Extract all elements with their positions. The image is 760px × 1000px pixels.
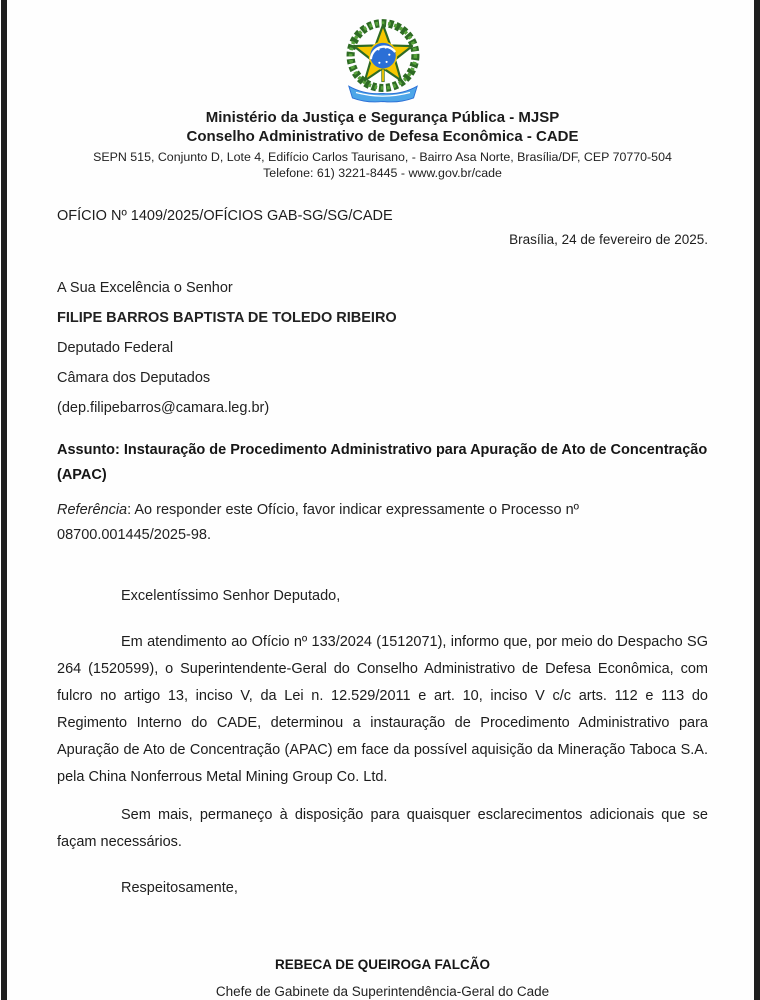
brazil-coat-of-arms-icon (327, 16, 439, 106)
council-name: Conselho Administrativo de Defesa Econômica - CADE (186, 128, 579, 145)
greeting: Excelentíssimo Senhor Deputado, (121, 588, 341, 604)
recipient-name: FILIPE BARROS BAPTISTA DE TOLEDO RIBEIRO (57, 310, 397, 326)
recipient-block (57, 273, 708, 423)
date-line: Brasília, 24 de fevereiro de 2025. (509, 232, 708, 247)
reference-text: : Ao responder este Ofício, favor indicar expressamente o Processo nº 08700.001445/2025-98. (57, 502, 579, 543)
reference-label: Referência (57, 502, 128, 518)
recipient-title: Deputado Federal (57, 340, 174, 356)
letterhead-emblem (57, 16, 708, 106)
body-paragraph-2: Sem mais, permaneço à disposição para quaisquer esclarecimentos adicionais que se façam necessários. (57, 807, 708, 850)
signature-block (57, 956, 708, 999)
letterhead-address: SEPN 515, Conjunto D, Lote 4, Edifício Carlos Taurisano, - Bairro Asa Norte, Brasília/DF, CEP 70770-504 (93, 150, 672, 164)
ministry-name: Ministério da Justiça e Segurança Pública - MJSP (205, 109, 560, 126)
body-paragraph-1: Em atendimento ao Ofício nº 133/2024 (1512071), informo que, por meio do Despacho SG 264 (1520599), o Superintendente-Geral do Conselho Administrativo de Defesa Econômica, com fulcro no artigo 13, inciso V, da Lei n. 12.529/2011 e art. 10, inciso V c/c arts. 112 e 113 do Regimento Interno do CADE, determinou a instauração de Procedimento Administrativo para Apuração de Ato de Concentração (APAC) em face da possível aquisição da Mineração Taboca S.A. pela China Nonferrous Metal Mining Group Co. Ltd. (57, 634, 708, 785)
letterhead-contact: Telefone: 61) 3221-8445 - www.gov.br/cade (263, 165, 502, 180)
signer-name: REBECA DE QUEIROGA FALCÃO (274, 957, 490, 972)
signer-role: Chefe de Gabinete da Superintendência-Geral do Cade (215, 984, 550, 999)
reference-line (57, 498, 708, 548)
oficio-number: OFÍCIO Nº 1409/2025/OFÍCIOS GAB-SG/SG/CADE (57, 208, 393, 224)
subject-line: Assunto: Instauração de Procedimento Administrativo para Apuração de Ato de Concentração (APAC) (57, 442, 708, 483)
letterhead (57, 108, 708, 146)
closing-salutation: Respeitosamente, (121, 880, 238, 896)
recipient-institution: Câmara dos Deputados (57, 370, 211, 386)
recipient-salutation: A Sua Excelência o Senhor (57, 280, 233, 296)
recipient-email: (dep.filipebarros@camara.leg.br) (57, 400, 270, 416)
